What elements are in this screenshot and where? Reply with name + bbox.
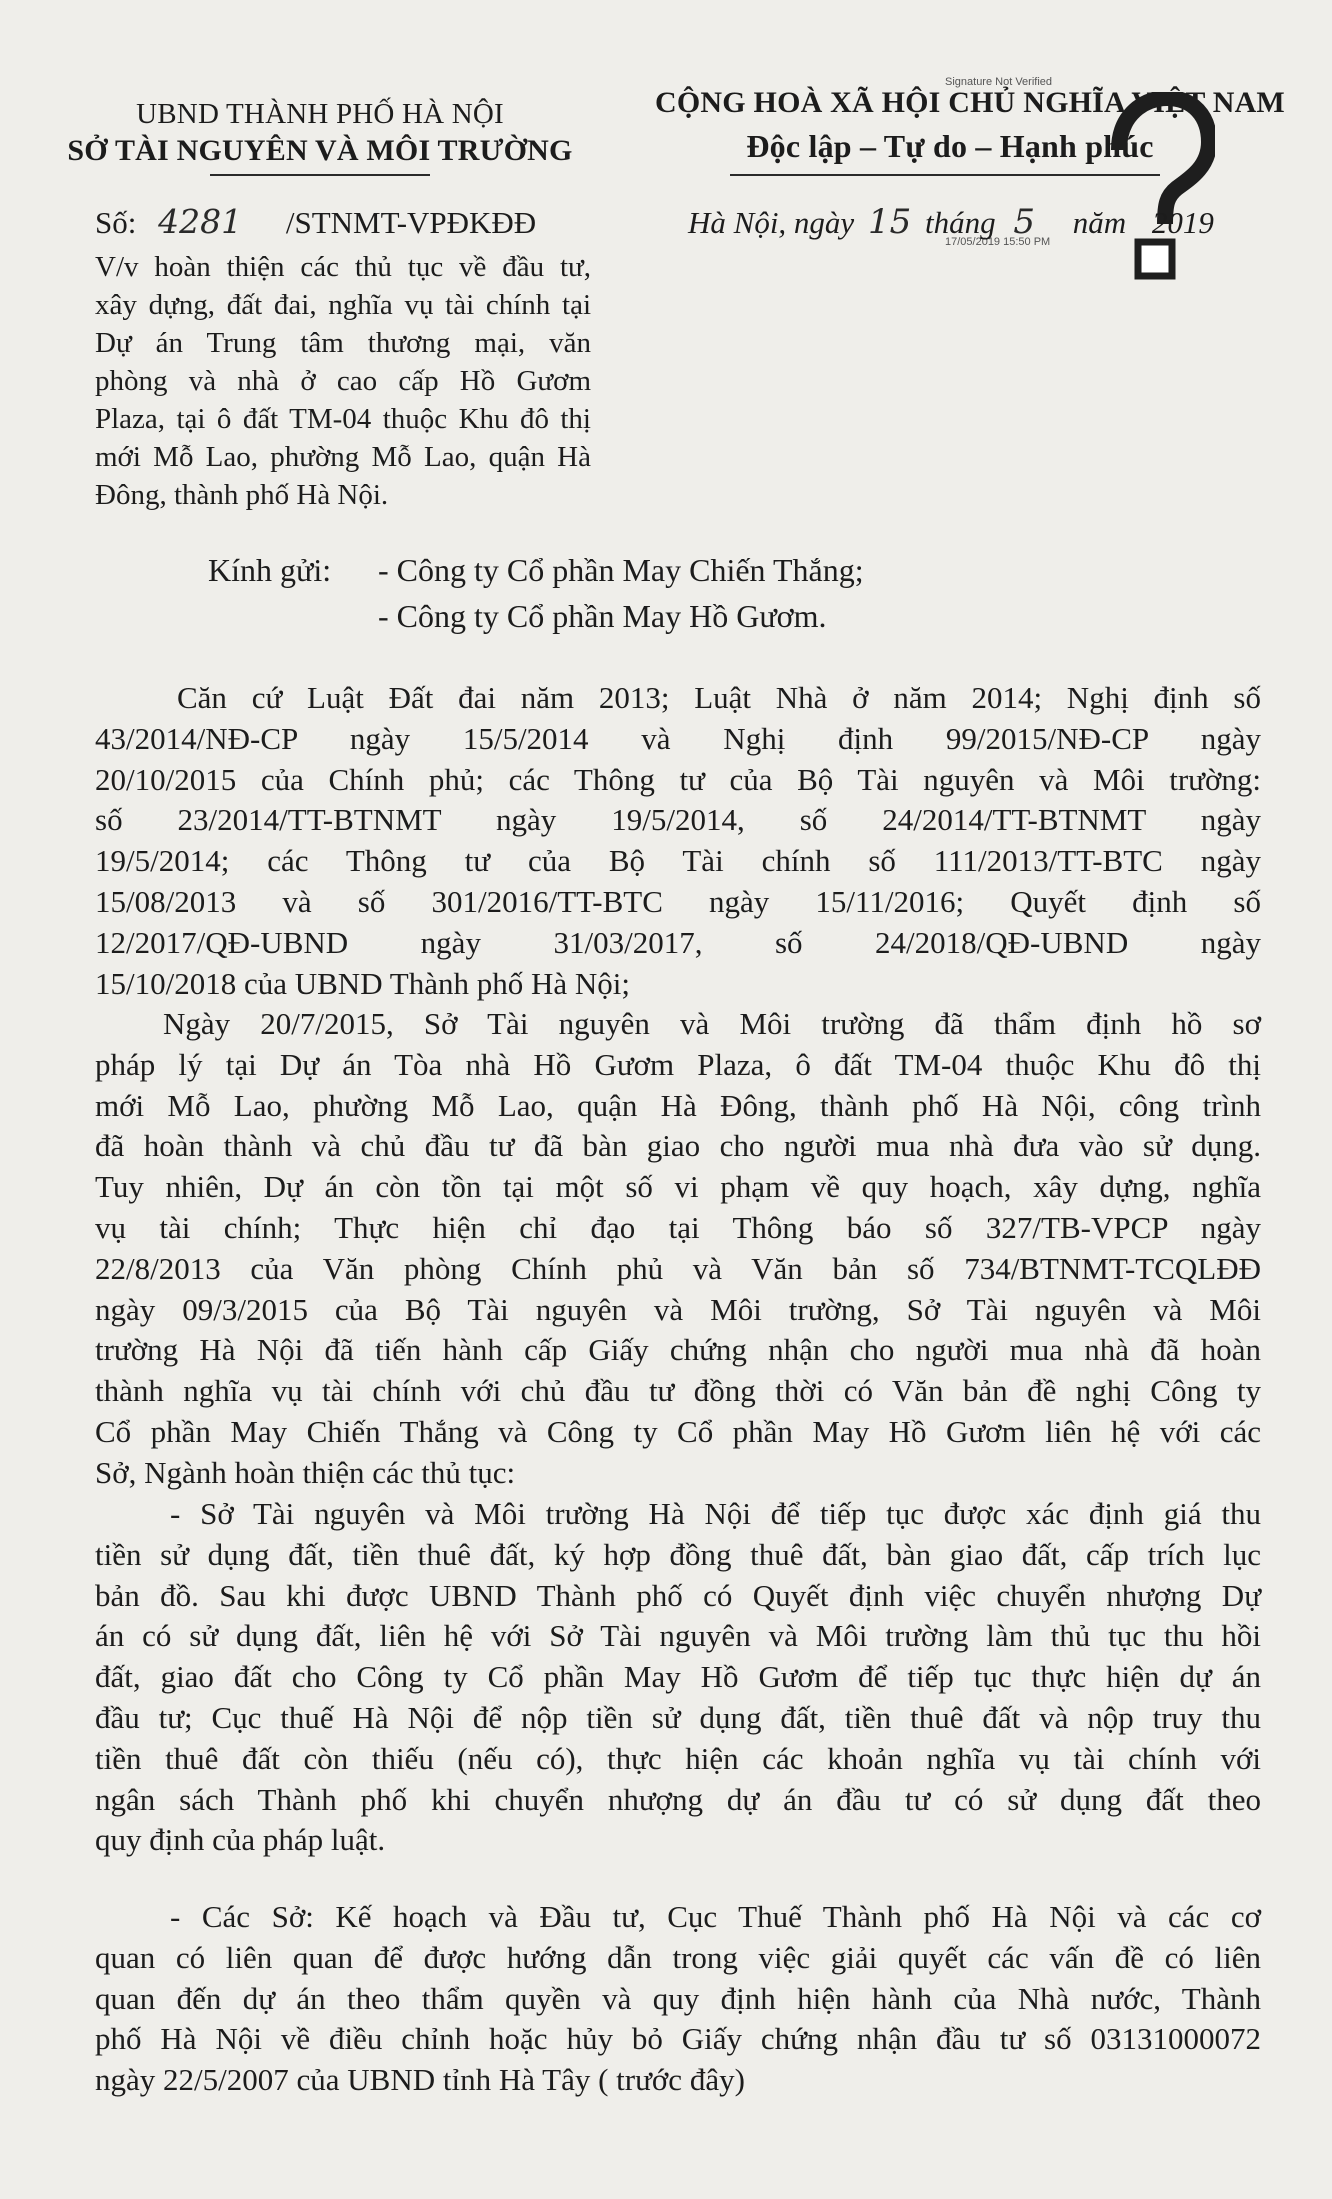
body-line: quan đến dự án theo thẩm quyền và quy định hiện hành của Nhà nước, Thành [95,1980,1261,2016]
body-line: thành nghĩa vụ tài chính với chủ đầu tư đồng thời có Văn bản đề nghị Công ty [95,1373,1261,1409]
body-line: tiền sử dụng đất, tiền thuê đất, ký hợp đồng thuê đất, bàn giao đất, cấp trích lục [95,1536,1261,1572]
body-line: quy định của pháp luật. [95,1822,386,1858]
subject-line: phòng và nhà ở cao cấp Hồ Gươm [95,365,591,397]
body-line: bản đồ. Sau khi được UBND Thành phố có Quyết định việc chuyển nhượng Dự [95,1577,1261,1613]
date-line [688,202,1214,242]
body-line: - Sở Tài nguyên và Môi trường Hà Nội để tiếp tục được xác định giá thu [170,1496,1261,1531]
agency-parent: UBND THÀNH PHỐ HÀ NỘI [136,98,504,130]
recipient-item: - Công ty Cổ phần May Chiến Thắng; [378,552,864,588]
body-line: số 23/2014/TT-BTNMT ngày 19/5/2014, số 24/2014/TT-BTNMT ngày [95,802,1261,838]
body-line: tiền thuê đất còn thiếu (nếu có), thực hiện các khoản nghĩa vụ tài chính với [95,1740,1261,1776]
body-line: 19/5/2014; các Thông tư của Bộ Tài chính số 111/2013/TT-BTC ngày [95,843,1261,879]
subject-block [95,248,591,514]
subject-line: Plaza, tại ô đất TM-04 thuộc Khu đô thị [95,403,591,435]
subject-line: V/v hoàn thiện các thủ tục về đầu tư, [95,251,591,283]
body-line: đã hoàn thành và chủ đầu tư đã bàn giao cho người mua nhà đưa vào sử dụng. [95,1128,1261,1164]
body-line: vụ tài chính; Thực hiện chỉ đạo tại Thông báo số 327/TB-VPCP ngày [95,1209,1261,1245]
date-month: 5 [1013,202,1035,242]
agency-underline [210,174,430,176]
national-title: CỘNG HOÀ XÃ HỘI CHỦ NGHĨA VIỆT NAM [655,86,1285,119]
body-line: 15/10/2018 của UBND Thành phố Hà Nội; [95,965,630,1001]
recipients-label: Kính gửi: [208,552,332,588]
body-paragraph-background [95,1004,1261,1494]
body-line: 22/8/2013 của Văn phòng Chính phủ và Văn bản số 734/BTNMT-TCQLĐĐ [95,1250,1261,1286]
body-line: 15/08/2013 và số 301/2016/TT-BTC ngày 15/11/2016; Quyết định số [95,883,1261,919]
body-line: Cổ phần May Chiến Thắng và Công ty Cổ phần May Hồ Gươm liên hệ với các [95,1413,1261,1449]
signature-status: Signature Not Verified [945,76,1053,88]
body-line: Ngày 20/7/2015, Sở Tài nguyên và Môi trường đã thẩm định hồ sơ [163,1006,1261,1041]
body-line: Tuy nhiên, Dự án còn tồn tại một số vi phạm về quy hoạch, xây dựng, nghĩa [95,1169,1261,1205]
date-year: 2019 [1151,205,1214,240]
body-paragraph-other-departments [95,1897,1261,2101]
body-line: 43/2014/NĐ-CP ngày 15/5/2014 và Nghị định 99/2015/NĐ-CP ngày [95,720,1261,756]
body-line: 12/2017/QĐ-UBND ngày 31/03/2017, số 24/2018/QĐ-UBND ngày [95,924,1261,960]
body-line: phố Hà Nội về điều chỉnh hoặc hủy bỏ Giấy chứng nhận đầu tư số 03131000072 [95,2021,1261,2057]
doc-number-prefix: Số: [95,205,137,240]
body-line: mới Mỗ Lao, phường Mỗ Lao, quận Hà Đông, thành phố Hà Nội, công trình [95,1087,1261,1123]
subject-line: xây dựng, đất đai, nghĩa vụ tài chính tại [95,289,591,321]
subject-line: Đông, thành phố Hà Nội. [95,479,389,511]
body-line: ngày 22/5/2007 của UBND tỉnh Hà Tây ( trước đây) [95,2062,745,2098]
body-line: 20/10/2015 của Chính phủ; các Thông tư của Bộ Tài nguyên và Môi trường: [95,761,1261,797]
body-line: ngày 09/3/2015 của Bộ Tài nguyên và Môi trường, Sở Tài nguyên và Môi [95,1291,1261,1327]
signature-timestamp: 17/05/2019 15:50 PM [945,236,1051,248]
body-paragraph-legal-basis [95,678,1261,1004]
body-line: đầu tư; Cục thuế Hà Nội để nộp tiền sử dụng đất, tiền thuê đất và nộp truy thu [95,1699,1261,1735]
body-line: trường Hà Nội đã tiến hành cấp Giấy chứng nhận cho người mua nhà đã hoàn [95,1332,1261,1368]
body-line: pháp lý tại Dự án Tòa nhà Hồ Gươm Plaza, ô đất TM-04 thuộc Khu đô thị [95,1046,1261,1082]
agency-name: SỞ TÀI NGUYÊN VÀ MÔI TRƯỜNG [67,134,573,167]
doc-number-handwritten: 4281 [158,202,243,241]
recipient-item: - Công ty Cổ phần May Hồ Gươm. [378,598,827,634]
body-line: quan có liên quan để được hướng dẫn trong việc giải quyết các vấn đề có liên [95,1939,1261,1975]
subject-line: mới Mỗ Lao, phường Mỗ Lao, quận Hà [95,441,591,473]
document-number [95,202,536,241]
body-line: đất, giao đất cho Công ty Cổ phần May Hồ Gươm để tiếp tục thực hiện dự án [95,1659,1261,1695]
body-line: - Các Sở: Kế hoạch và Đầu tư, Cục Thuế Thành phố Hà Nội và các cơ [170,1899,1261,1934]
date-year-word: năm [1072,205,1127,240]
body-line: án có sử dụng đất, liên hệ với Sở Tài nguyên và Môi trường làm thủ tục thu hồi [95,1618,1261,1654]
body-line: Căn cứ Luật Đất đai năm 2013; Luật Nhà ở năm 2014; Nghị định số [177,680,1261,715]
date-day: 15 [867,202,912,242]
date-place: Hà Nội, ngày [688,205,855,240]
signature-not-verified-question-mark-icon [1105,92,1215,292]
body-paragraph-department-tasks [95,1494,1261,1861]
motto-underline [730,174,1160,176]
subject-line: Dự án Trung tâm thương mại, văn [95,327,591,359]
date-month-word: tháng [924,205,996,240]
doc-number-suffix: /STNMT-VPĐKĐĐ [285,205,537,240]
body-line: Sở, Ngành hoàn thiện các thủ tục: [95,1454,516,1490]
national-motto: Độc lập – Tự do – Hạnh phúc [746,128,1154,164]
body-line: ngân sách Thành phố khi chuyển nhượng dự án đầu tư có sử dụng đất theo [95,1781,1261,1817]
